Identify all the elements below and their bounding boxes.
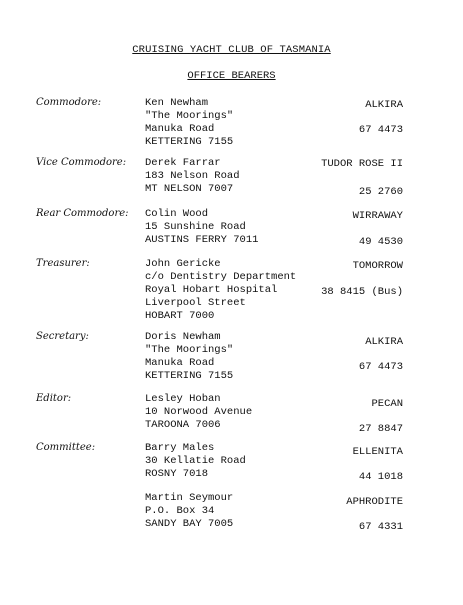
member-name: Colin Wood [145,208,209,220]
role-label: Secretary: [36,331,89,342]
address-line: P.O. Box 34 [145,505,215,517]
yacht-name: PECAN [371,398,403,410]
member-name: Doris Newham [145,331,221,343]
role-label: Treasurer: [36,258,90,269]
address-block [145,97,233,149]
address-line: ROSNY 7018 [145,468,209,480]
role-label: Committee: [36,442,96,453]
address-line: 30 Kellatie Road [145,455,246,467]
address-line: 10 Norwood Avenue [145,406,253,418]
address-line: "The Moorings" [145,110,234,122]
phone-number: 27 8847 [358,423,403,435]
role-label: Rear Commodore: [36,208,129,219]
address-line: MT NELSON 7007 [145,183,234,195]
address-block [145,157,240,196]
member-name: Lesley Hoban [145,393,221,405]
yacht-name: APHRODITE [346,496,403,508]
address-block [145,208,258,247]
member-name: Derek Farrar [145,157,221,169]
document-title: CRUISING YACHT CLUB OF TASMANIA [132,44,331,56]
address-line: Manuka Road [145,357,215,369]
role-label: Commodore: [36,97,102,108]
address-block [145,492,233,531]
address-line: HOBART 7000 [145,310,215,322]
address-line: "The Moorings" [145,344,234,356]
address-line: Manuka Road [145,123,215,135]
yacht-name: ALKIRA [365,99,403,111]
address-line: Liverpool Street [145,297,246,309]
phone-number: 67 4331 [358,521,403,533]
yacht-name: TOMORROW [352,260,403,272]
address-block [145,442,246,481]
member-name: Barry Males [145,442,215,454]
phone-number: 25 2760 [358,186,403,198]
member-name: Ken Newham [145,97,209,109]
address-line: KETTERING 7155 [145,370,234,382]
role-label: Vice Commodore: [36,157,127,168]
address-line: c/o Dentistry Department [145,271,297,283]
phone-number: 38 8415 (Bus) [321,286,403,298]
phone-number: 67 4473 [358,124,403,136]
member-name: John Gericke [145,258,221,270]
yacht-name: ALKIRA [365,336,403,348]
address-line: SANDY BAY 7005 [145,518,234,530]
role-label: Editor: [36,393,72,404]
address-line: Royal Hobart Hospital [145,284,278,296]
address-block [145,331,233,383]
yacht-name: ELLENITA [352,446,403,458]
yacht-name: TUDOR ROSE II [321,158,403,170]
address-line: AUSTINS FERRY 7011 [145,234,259,246]
address-block [145,258,296,323]
document-subtitle: OFFICE BEARERS [187,70,276,82]
address-line: TAROONA 7006 [145,419,221,431]
yacht-name: WIRRAWAY [352,210,403,222]
phone-number: 49 4530 [358,236,403,248]
phone-number: 44 1018 [358,471,403,483]
address-line: 183 Nelson Road [145,170,240,182]
address-line: 15 Sunshine Road [145,221,246,233]
phone-number: 67 4473 [358,361,403,373]
address-block [145,393,252,432]
address-line: KETTERING 7155 [145,136,234,148]
member-name: Martin Seymour [145,492,234,504]
